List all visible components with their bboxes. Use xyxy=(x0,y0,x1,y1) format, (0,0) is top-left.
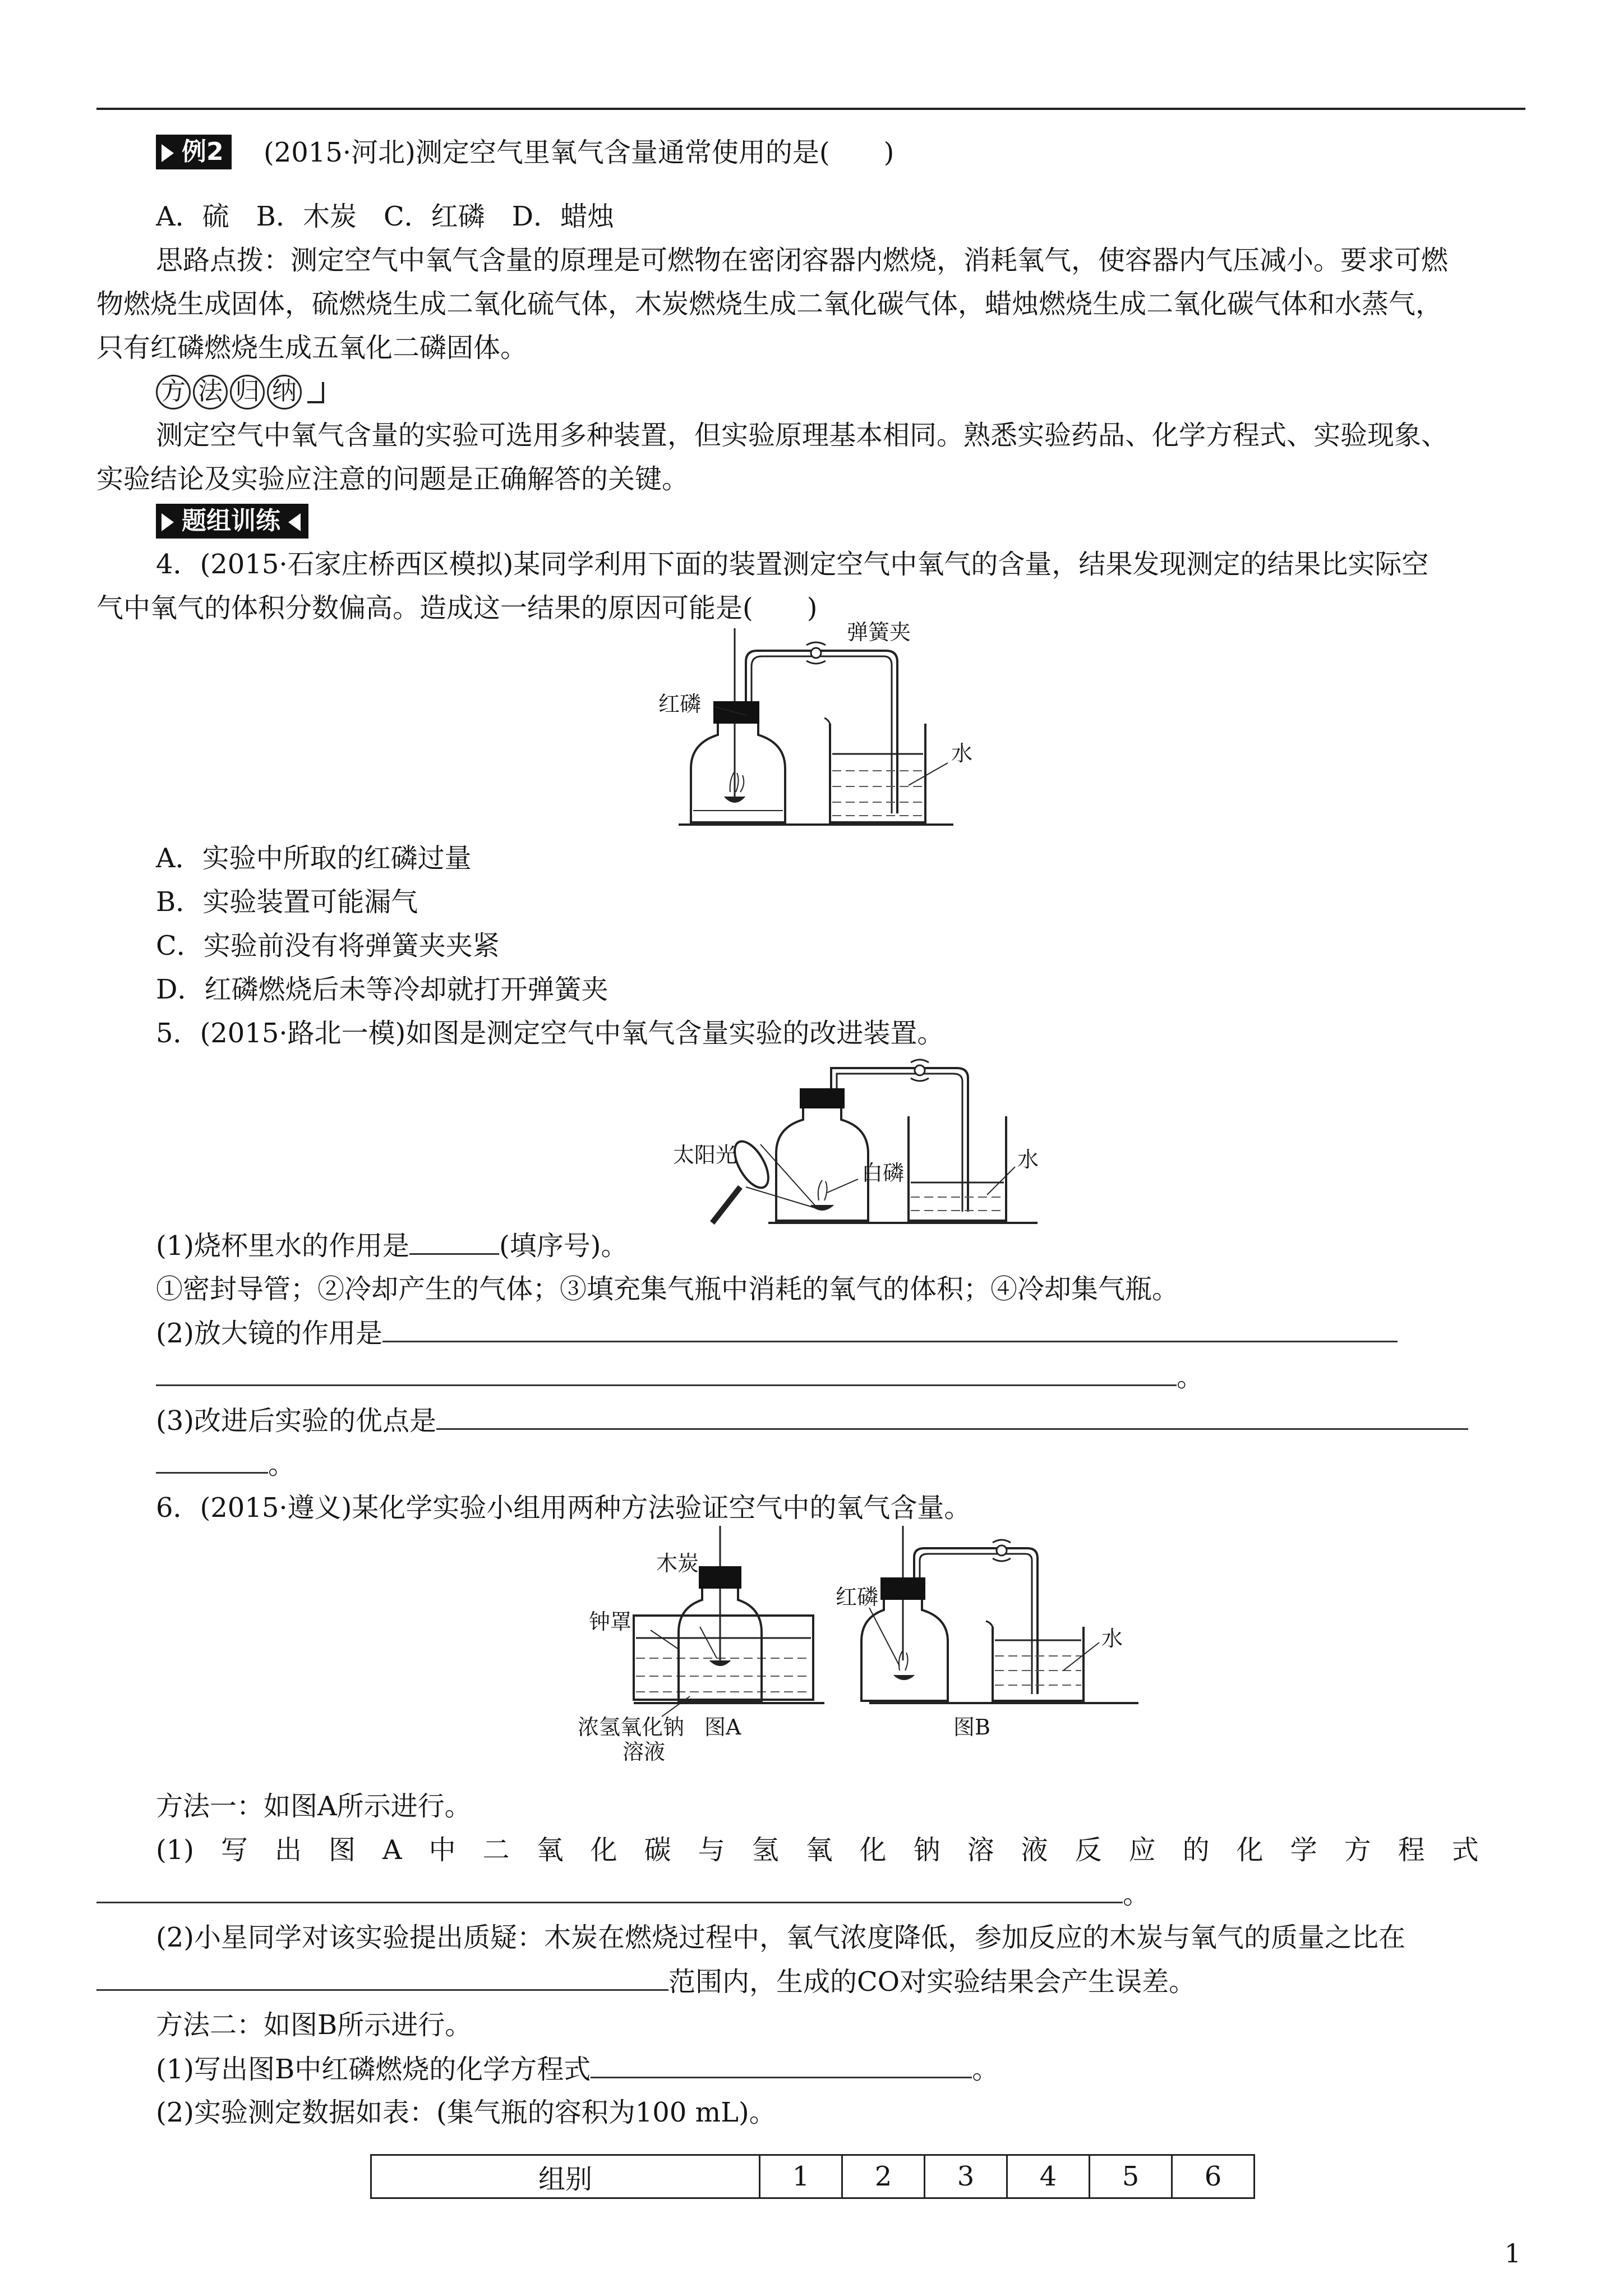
table-cell: 1 xyxy=(760,2155,842,2198)
q6-m1-q1-blank[interactable] xyxy=(96,1877,1123,1903)
page-number: 1 xyxy=(1504,2238,1521,2269)
red-phosphorus-label: 红磷 xyxy=(658,692,701,716)
q6-m1-q2-blank[interactable] xyxy=(96,1964,668,1991)
table-cell: 3 xyxy=(925,2155,1007,2198)
q5-part2-blank[interactable] xyxy=(382,1316,1398,1342)
naoh-label-2: 溶液 xyxy=(623,1740,666,1764)
table-header-cell: 组别 xyxy=(371,2155,760,2198)
water-label: 水 xyxy=(951,741,973,766)
figure-b-caption: 图B xyxy=(953,1715,990,1740)
data-table xyxy=(370,2154,1255,2199)
q5-part3-blank-2[interactable] xyxy=(156,1447,268,1474)
q5-part2-cont: 。 xyxy=(156,1360,1204,1394)
hint-line-2: 物燃烧生成固体，硫燃烧生成二氧化硫气体，木炭燃烧生成二氧化碳气体，蜡烛燃烧生成二氧化碳气体和水蒸气， xyxy=(96,288,1443,320)
q4-stem-line-2: 气中氧气的体积分数偏高。造成这一结果的原因可能是( ) xyxy=(96,592,818,624)
example2-options: A．硫 B．木炭 C．红磷 D．蜡烛 xyxy=(156,201,615,232)
q4-apparatus-figure xyxy=(658,620,976,830)
q6-figure-a xyxy=(578,1526,1150,1764)
table-cell: 4 xyxy=(1007,2155,1090,2198)
q6-method1-q1: (1) 写 出 图 A 中 二 氧 化 碳 与 氢 氧 化 钠 溶 液 反 应 的 化 学 方 程 式 xyxy=(156,1834,1479,1866)
q5-part3-cont: 。 xyxy=(156,1447,295,1481)
q5-part3-blank[interactable] xyxy=(436,1404,1468,1430)
method-summary-line-2: 实验结论及实验应注意的问题是正确解答的关键。 xyxy=(96,463,689,495)
q5-part3: (3)改进后实验的优点是 xyxy=(156,1404,1468,1438)
q5-part2: (2)放大镜的作用是 xyxy=(156,1316,1398,1350)
corner-arrow-icon xyxy=(307,382,324,403)
hint-line-3: 只有红磷燃烧生成五氧化二磷固体。 xyxy=(96,332,528,364)
q5-part1-blank[interactable] xyxy=(409,1228,499,1255)
header-rule xyxy=(96,108,1525,110)
water-label-b: 水 xyxy=(1101,1626,1123,1651)
q4-option-d: D．红磷燃烧后未等冷却就打开弹簧夹 xyxy=(156,974,608,1005)
q4-stem-line-1: 4．(2015·石家庄桥西区模拟)某同学利用下面的装置测定空气中氧气的含量，结果发现测定的结果比实际空 xyxy=(156,549,1429,580)
q5-apparatus-figure xyxy=(656,1060,1049,1228)
q4-option-c: C．实验前没有将弹簧夹夹紧 xyxy=(156,930,500,961)
method-summary-heading: 方 法 归 纳 xyxy=(156,374,324,409)
q6-method2-q2: (2)实验测定数据如表：(集气瓶的容积为100 mL)。 xyxy=(156,2097,776,2128)
q6-method1-q1-answer: 。 xyxy=(96,1877,1150,1911)
hint-line-1: 思路点拨：测定空气中氧气含量的原理是可燃物在密闭容器内燃烧，消耗氧气，使容器内气压减小。要求可燃 xyxy=(156,245,1449,276)
q5-part1-options: ①密封导管；②冷却产生的气体；③填充集气瓶中消耗的氧气的体积；④冷却集气瓶。 xyxy=(156,1273,1179,1305)
table-row xyxy=(371,2155,1255,2198)
q4-option-a: A．实验中所取的红磷过量 xyxy=(156,843,472,874)
q5-stem: 5．(2015·路北一模)如图是测定空气中氧气含量实验的改进装置。 xyxy=(156,1018,944,1049)
table-cell: 6 xyxy=(1172,2155,1255,2198)
example-tag: 例2 xyxy=(156,135,232,169)
q5-part2-blank-2[interactable] xyxy=(156,1360,1177,1386)
q6-method2-q1: (1)写出图B中红磷燃烧的化学方程式 。 xyxy=(156,2052,999,2086)
red-phosphorus-label-b: 红磷 xyxy=(836,1585,879,1609)
charcoal-label: 木炭 xyxy=(656,1551,699,1576)
q6-stem: 6．(2015·遵义)某化学实验小组用两种方法验证空气中的氧气含量。 xyxy=(156,1492,971,1524)
figure-a-caption: 图A xyxy=(704,1715,741,1740)
q6-method2: 方法二：如图B所示进行。 xyxy=(156,2009,472,2041)
q6-m2-q1-blank[interactable] xyxy=(591,2052,972,2078)
q6-method1-q2-cont: 范围内，生成的CO对实验结果会产生误差。 xyxy=(96,1964,1196,1999)
play-triangle-icon xyxy=(162,513,174,531)
table-cell: 5 xyxy=(1090,2155,1172,2198)
white-phosphorus-label: 白磷 xyxy=(861,1161,905,1185)
table-cell: 2 xyxy=(842,2155,925,2198)
q6-method1: 方法一：如图A所示进行。 xyxy=(156,1791,472,1822)
method-summary-line-1: 测定空气中氧气含量的实验可选用多种装置，但实验原理基本相同。熟悉实验药品、化学方程式、实验现象、 xyxy=(156,420,1449,451)
q6-method1-q2: (2)小星同学对该实验提出质疑：木炭在燃烧过程中，氧气浓度降低，参加反应的木炭与氧气的质量之比在 xyxy=(156,1922,1405,1953)
water-label: 水 xyxy=(1017,1147,1039,1172)
reverse-triangle-icon xyxy=(288,513,301,531)
sunlight-label: 太阳光 xyxy=(673,1143,737,1167)
q4-option-b: B．实验装置可能漏气 xyxy=(156,886,418,918)
q5-part1: (1)烧杯里水的作用是 (填序号)。 xyxy=(156,1228,628,1263)
clamp-label: 弹簧夹 xyxy=(847,620,911,645)
bell-jar-label: 钟罩 xyxy=(589,1609,632,1634)
training-tag: 题组训练 xyxy=(156,504,308,539)
play-triangle-icon xyxy=(162,144,174,162)
example2-question: (2015·河北)测定空气里氧气含量通常使用的是( ) xyxy=(264,137,895,168)
naoh-label-1: 浓氢氧化钠 xyxy=(578,1715,685,1740)
